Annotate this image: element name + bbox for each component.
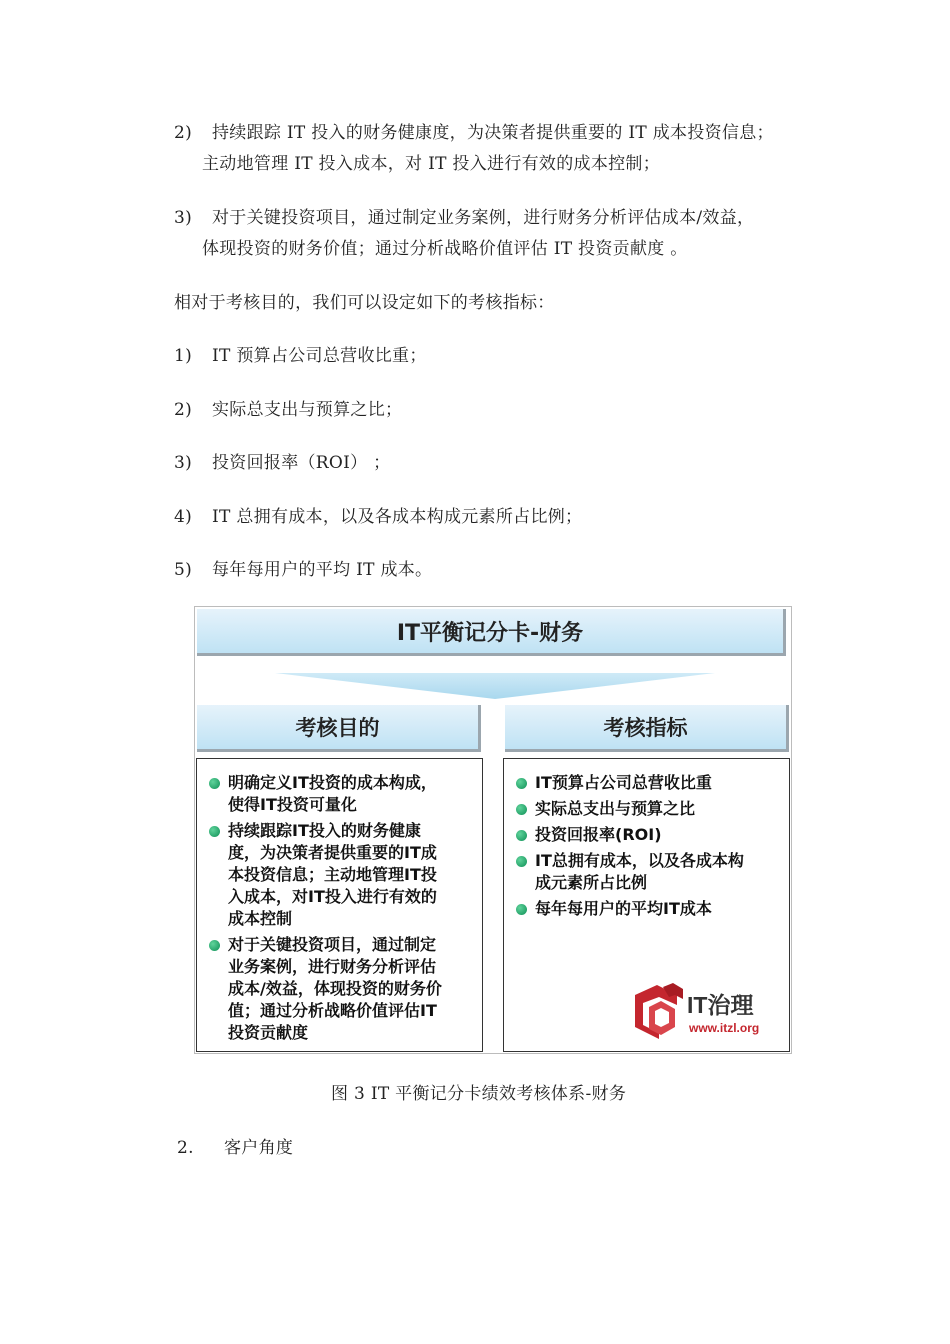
item-2-line-2: 主动地管理 IT 投入成本，对 IT 投入进行有效的成本控制； bbox=[202, 154, 661, 174]
objective-line: 入成本，对IT投入进行有效的 bbox=[228, 887, 437, 906]
objective-line: 本投资信息；主动地管理IT投 bbox=[228, 865, 437, 884]
figure-title: IT平衡记分卡-财务 bbox=[197, 609, 786, 656]
objective-item bbox=[228, 772, 478, 816]
objective-item bbox=[228, 820, 478, 930]
bullet-icon bbox=[209, 778, 220, 789]
objective-line: 持续跟踪IT投入的财务健康 bbox=[228, 821, 421, 840]
indicator-line: IT预算占公司总营收比重 bbox=[535, 773, 712, 792]
indicator-list bbox=[535, 772, 785, 920]
item-3-line-1 bbox=[174, 203, 754, 228]
indicator-bullet-item bbox=[535, 798, 785, 820]
left-column-heading: 考核目的 bbox=[197, 705, 481, 752]
indicator-line: 成元素所占比例 bbox=[535, 873, 648, 892]
right-column-heading: 考核指标 bbox=[505, 705, 789, 752]
indicator-number: 4) bbox=[174, 507, 193, 527]
objective-line: 成本控制 bbox=[228, 909, 293, 928]
indicator-text: 每年每用户的平均 IT 成本。 bbox=[212, 560, 433, 580]
bullet-icon bbox=[516, 904, 527, 915]
indicator-number: 5) bbox=[174, 560, 193, 580]
indicator-number: 3) bbox=[174, 453, 193, 473]
objective-line: 值；通过分析战略价值评估IT bbox=[228, 1001, 437, 1020]
indicator-item bbox=[174, 502, 582, 527]
objective-line: 成本/效益，体现投资的财务价 bbox=[228, 979, 442, 998]
bullet-icon bbox=[516, 804, 527, 815]
objective-line: 度，为决策者提供重要的IT成 bbox=[228, 843, 437, 862]
indicator-bullet-item bbox=[535, 772, 785, 794]
it-governance-logo bbox=[629, 981, 779, 1043]
indicator-bullet-item bbox=[535, 898, 785, 920]
objective-line: 投资贡献度 bbox=[228, 1023, 309, 1042]
indicator-item bbox=[174, 555, 432, 580]
indicator-item bbox=[174, 341, 427, 366]
section-heading bbox=[177, 1133, 293, 1158]
item-2-line-1 bbox=[174, 118, 774, 143]
indicator-line: 每年每用户的平均IT成本 bbox=[535, 899, 712, 918]
logo-text: IT治理 bbox=[687, 992, 754, 1018]
indicator-line: 实际总支出与预算之比 bbox=[535, 799, 696, 818]
objective-item bbox=[228, 934, 478, 1044]
figure-caption: 图 3 IT 平衡记分卡绩效考核体系-财务 bbox=[331, 1084, 627, 1104]
scorecard-figure bbox=[194, 606, 792, 1054]
bullet-icon bbox=[209, 940, 220, 951]
indicator-text: 实际总支出与预算之比； bbox=[212, 400, 403, 420]
section-title: 客户角度 bbox=[224, 1138, 294, 1158]
indicator-text: IT 总拥有成本，以及各成本构成元素所占比例； bbox=[212, 507, 583, 527]
item-2-text-1: 持续跟踪 IT 投入的财务健康度，为决策者提供重要的 IT 成本投资信息； bbox=[212, 123, 774, 143]
indicator-text: 投资回报率（ROI） ； bbox=[212, 453, 391, 473]
indicator-bullet-item bbox=[535, 824, 785, 846]
intro-paragraph: 相对于考核目的，我们可以设定如下的考核指标： bbox=[174, 293, 555, 313]
bullet-icon bbox=[209, 826, 220, 837]
indicator-item bbox=[174, 448, 390, 473]
indicator-bullet-item bbox=[535, 850, 785, 894]
item-3-line-2: 体现投资的财务价值；通过分析战略价值评估 IT 投资贡献度 。 bbox=[202, 239, 688, 259]
indicator-line: 投资回报率(ROI) bbox=[535, 825, 662, 844]
indicator-number: 2) bbox=[174, 400, 193, 420]
objective-line: 使得IT投资可量化 bbox=[228, 795, 357, 814]
cube-logo-icon bbox=[629, 981, 687, 1041]
objective-line: 业务案例，进行财务分析评估 bbox=[228, 957, 437, 976]
section-number: 2. bbox=[177, 1138, 194, 1158]
item-2-number: 2) bbox=[174, 123, 193, 143]
item-3-number: 3) bbox=[174, 208, 193, 228]
indicator-number: 1) bbox=[174, 346, 193, 366]
bullet-icon bbox=[516, 856, 527, 867]
logo-url: www.itzl.org bbox=[689, 1021, 760, 1035]
objective-line: 对于关键投资项目，通过制定 bbox=[228, 935, 437, 954]
left-column-box bbox=[196, 758, 483, 1052]
indicator-item bbox=[174, 395, 402, 420]
down-arrow-icon bbox=[275, 671, 715, 701]
indicator-line: IT总拥有成本，以及各成本构 bbox=[535, 851, 744, 870]
objective-line: 明确定义IT投资的成本构成， bbox=[228, 773, 437, 792]
bullet-icon bbox=[516, 830, 527, 841]
item-3-text-1: 对于关键投资项目，通过制定业务案例，进行财务分析评估成本/效益， bbox=[212, 208, 755, 228]
bullet-icon bbox=[516, 778, 527, 789]
indicator-text: IT 预算占公司总营收比重； bbox=[212, 346, 427, 366]
objective-list bbox=[228, 772, 478, 1044]
